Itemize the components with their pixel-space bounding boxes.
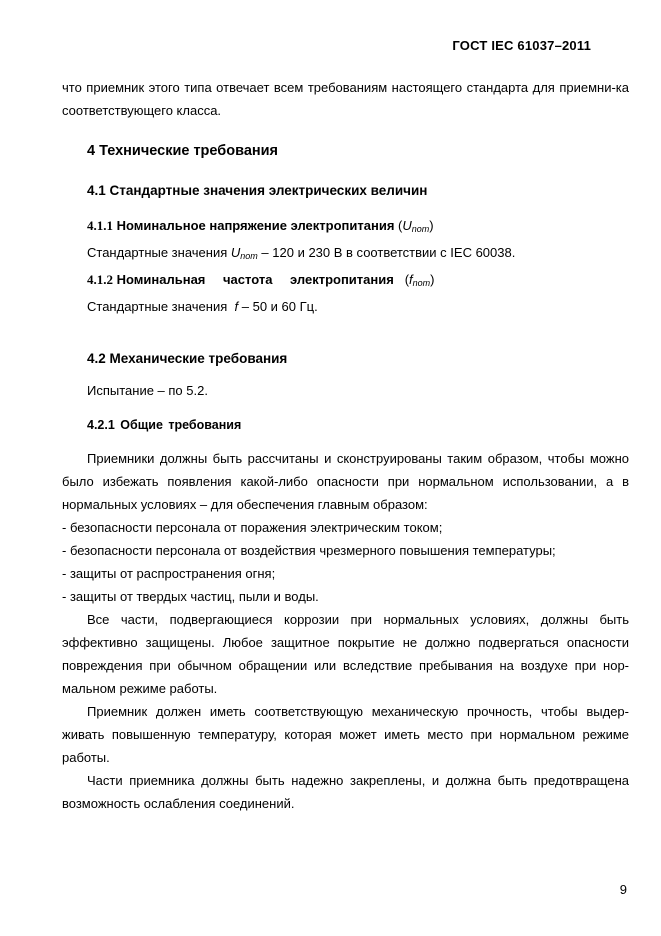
section-4-1-heading: 4.1 Стандартные значения электрических величин: [87, 183, 428, 198]
fastening-paragraph: Части приемника должны быть надежно закреплены, и должна быть предотвращена возможность ослабления соединений.: [62, 773, 629, 811]
test-note: Испытание – по 5.2.: [87, 383, 208, 398]
section-4-2-1-heading: 4.2.1 Общие требования: [87, 418, 242, 432]
section-4-1-2-body: Стандартные значения f – 50 и 60 Гц.: [87, 299, 318, 314]
list-item: - защиты от распространения огня;: [62, 566, 276, 581]
section-4-2-heading: 4.2 Механические требования: [87, 351, 288, 366]
mechanical-strength-paragraph: Приемник должен иметь соответствующую механическую прочность, чтобы выдер-живать повышенную температуру, которая может иметь место при нормальном режиме работы.: [62, 704, 629, 765]
page-content: [62, 76, 629, 815]
general-requirements-paragraph: Приемники должны быть рассчитаны и сконструированы таким образом, чтобы можно было избежать появления какой-либо опасности при нормальном использовании, а в нормальных условиях – для обеспечения главным образом:: [62, 451, 629, 512]
intro-paragraph: что приемник этого типа отвечает всем требованиям настоящего стандарта для приемни-ка соответствующего класса.: [62, 80, 629, 118]
list-item: - безопасности персонала от воздействия чрезмерного повышения температуры;: [62, 543, 556, 558]
section-4-1-1-heading: [62, 214, 629, 241]
section-4-1-1-title: Номинальное напряжение электропитания: [116, 218, 395, 233]
section-4-1-1-number: 4.1.1: [87, 218, 113, 233]
section-4-1-2-number: 4.1.2: [87, 272, 113, 287]
section-4-1-2-title: Номинальная частота электропитания: [116, 272, 394, 287]
section-4-heading: 4 Технические требования: [87, 143, 279, 159]
frequency-symbol: (fnom): [404, 272, 435, 288]
document-code-header: ГОСТ IEC 61037–2011: [452, 38, 591, 53]
list-item: - безопасности персонала от поражения электрическим током;: [62, 520, 443, 535]
list-item: - защиты от твердых частиц, пыли и воды.: [62, 589, 319, 604]
voltage-symbol: (Unom): [398, 218, 434, 234]
requirements-list: [62, 516, 629, 608]
page-number: 9: [619, 882, 627, 897]
section-4-1-2-heading: [62, 268, 629, 295]
section-4-1-1-body: Стандартные значения Unom – 120 и 230 В в соответствии с IEC 60038.: [87, 245, 516, 261]
corrosion-paragraph: Все части, подвергающиеся коррозии при нормальных условиях, должны быть эффективно защищены. Любое защитное покрытие не должно подвергаться опасности повреждения при обычном обращении или вследствие пребывания на воздухе при нор-мальном режиме работы.: [62, 612, 629, 696]
